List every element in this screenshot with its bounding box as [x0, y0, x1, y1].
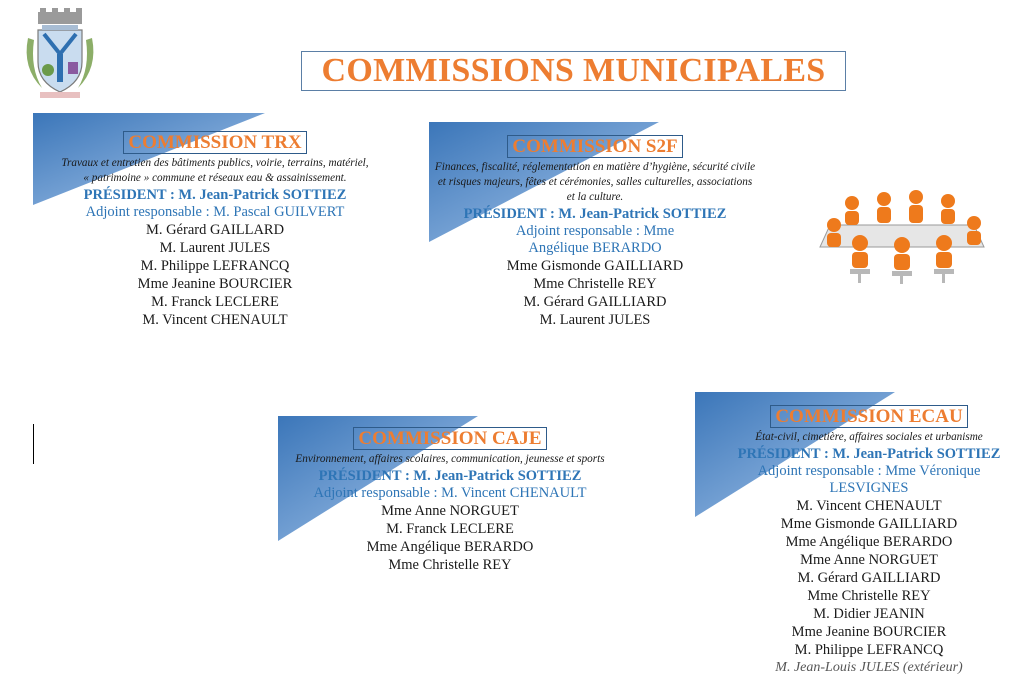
member: Mme Christelle REY: [533, 276, 657, 292]
commission-adjoint: Adjoint responsable : Mme Angélique BERARDO: [515, 223, 675, 256]
member: Mme Anne NORGUET: [800, 552, 938, 568]
member: Mme Gismonde GAILLIARD: [780, 516, 958, 532]
commission-description: Environnement, affaires scolaires, communication, jeunesse et sports: [295, 453, 605, 465]
member: Mme Anne NORGUET: [381, 503, 519, 519]
commission-caje: [285, 427, 615, 574]
member: M. Gérard GAILLARD: [145, 222, 285, 238]
member: Mme Gismonde GAILLIARD: [506, 258, 684, 274]
external-member: M. Jean-Louis JULES (extérieur): [775, 660, 963, 675]
commission-title: COMMISSION TRX: [123, 131, 306, 154]
member: M. Laurent JULES: [539, 312, 651, 328]
member: Mme Angélique BERARDO: [366, 539, 534, 555]
member: M. Didier JEANIN: [813, 606, 925, 622]
member: M. Vincent CHENAULT: [796, 498, 942, 514]
member: Mme Jeanine BOURCIER: [791, 624, 947, 640]
commission-president: PRÉSIDENT : M. Jean-Patrick SOTTIEZ: [463, 206, 727, 222]
member: Mme Christelle REY: [388, 557, 512, 573]
member: Mme Jeanine BOURCIER: [137, 276, 293, 292]
member: M. Philippe LEFRANCQ: [140, 258, 290, 274]
commission-title: COMMISSION S2F: [507, 135, 682, 158]
member: M. Franck LECLERE: [151, 294, 279, 310]
commission-trx: [45, 131, 385, 329]
commission-title: COMMISSION ECAU: [770, 405, 967, 428]
commission-description: Travaux et entretien des bâtiments publics, voirie, terrains, matériel, « patrimoine » commune et réseaux eau & assainissement.: [61, 157, 369, 184]
text-cursor: [33, 424, 34, 464]
commission-description: État-civil, cimetière, affaires sociales et urbanisme: [755, 431, 983, 443]
member: M. Gérard GAILLIARD: [523, 294, 667, 310]
member: M. Vincent CHENAULT: [142, 312, 288, 328]
commission-adjoint: Adjoint responsable : Mme Véronique LESVIGNES: [757, 463, 981, 496]
member: M. Laurent JULES: [159, 240, 271, 256]
member: M. Philippe LEFRANCQ: [794, 642, 944, 658]
commission-s2f: [430, 135, 760, 329]
member: M. Gérard GAILLIARD: [797, 570, 941, 586]
member: Mme Angélique BERARDO: [785, 534, 953, 550]
member: Mme Christelle REY: [807, 588, 931, 604]
member: M. Franck LECLERE: [386, 521, 514, 537]
commission-title: COMMISSION CAJE: [353, 427, 546, 450]
commission-description: Finances, fiscalité, réglementation en matière d’hygiène, sécurité civile et risques majeurs, fêtes et cérémonies, salles culturelles, associations et la culture.: [434, 161, 756, 203]
commission-ecau: [714, 405, 1021, 677]
page-title: COMMISSIONS MUNICIPALES: [301, 51, 846, 91]
town-crest-logo: [20, 8, 100, 100]
commission-adjoint: Adjoint responsable : M. Pascal GUILVERT: [85, 204, 345, 220]
commission-adjoint: Adjoint responsable : M. Vincent CHENAULT: [313, 485, 587, 501]
commission-president: PRÉSIDENT : M. Jean-Patrick SOTTIEZ: [737, 446, 1001, 462]
commission-president: PRÉSIDENT : M. Jean-Patrick SOTTIEZ: [83, 187, 347, 203]
commission-president: PRÉSIDENT : M. Jean-Patrick SOTTIEZ: [318, 468, 582, 484]
meeting-illustration: [812, 185, 992, 285]
